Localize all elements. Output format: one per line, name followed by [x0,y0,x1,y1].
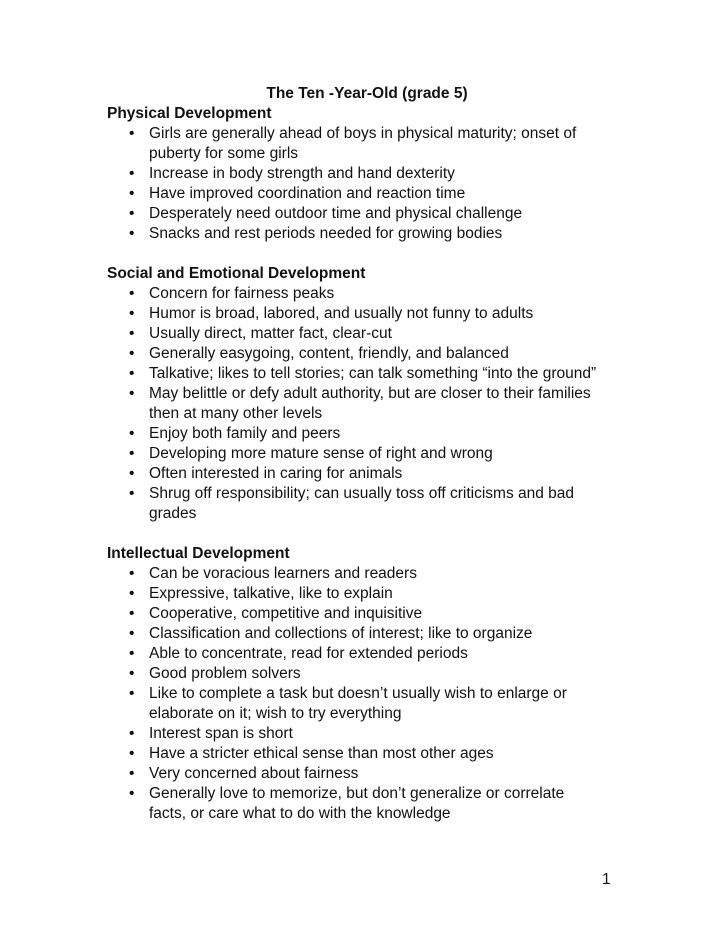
list-item [107,784,597,824]
list-item-text: Expressive, talkative, like to explain [149,585,393,602]
list-item [107,184,597,204]
list-item [107,444,597,464]
bullet-icon: • [129,365,135,382]
list-item [107,484,597,524]
bullet-icon: • [129,125,135,142]
section-heading: Physical Development [107,105,272,122]
bullet-icon: • [129,765,135,782]
list-item-text: Cooperative, competitive and inquisitive [149,605,423,622]
list-item-text: Girls are generally ahead of boys in physical maturity; onset of puberty for some girls [149,125,577,162]
bullet-icon: • [129,785,135,802]
list-item-text: Very concerned about fairness [149,765,359,782]
bullet-icon: • [129,665,135,682]
list-item [107,324,597,344]
list-item [107,164,597,184]
list-item-text: Snacks and rest periods needed for growing bodies [149,225,503,242]
bullet-icon: • [129,585,135,602]
page-number: 1 [602,871,611,888]
list-item [107,204,597,224]
bullet-list [107,564,627,824]
bullet-icon: • [129,445,135,462]
list-item-text: Humor is broad, labored, and usually not funny to adults [149,305,534,322]
bullet-icon: • [129,725,135,742]
bullet-icon: • [129,625,135,642]
bullet-icon: • [129,685,135,702]
bullet-icon: • [129,225,135,242]
section-intellectual-development [107,544,627,824]
list-item-text: Increase in body strength and hand dexterity [149,165,455,182]
section-physical-development [107,104,627,244]
list-item-text: Desperately need outdoor time and physical challenge [149,205,523,222]
list-item [107,724,597,744]
bullet-icon: • [129,325,135,342]
bullet-icon: • [129,385,135,402]
list-item [107,464,597,484]
bullet-icon: • [129,305,135,322]
bullet-icon: • [129,425,135,442]
list-item [107,684,597,724]
list-item [107,584,597,604]
list-item-text: Have improved coordination and reaction time [149,185,466,202]
list-item-text: May belittle or defy adult authority, but are closer to their families then at many other levels [149,385,591,422]
bullet-icon: • [129,745,135,762]
bullet-icon: • [129,465,135,482]
section-social-emotional-development [107,264,627,524]
list-item [107,644,597,664]
bullet-icon: • [129,205,135,222]
bullet-icon: • [129,645,135,662]
bullet-icon: • [129,605,135,622]
list-item-text: Often interested in caring for animals [149,465,403,482]
document-title: The Ten -Year-Old (grade 5) [266,85,468,102]
list-item-text: Enjoy both family and peers [149,425,341,442]
list-item [107,744,597,764]
list-item-text: Generally love to memorize, but don’t generalize or correlate facts, or care what to do with the knowledge [149,785,565,822]
section-heading: Intellectual Development [107,545,290,562]
list-item-text: Shrug off responsibility; can usually toss off criticisms and bad grades [149,485,575,522]
list-item [107,304,597,324]
document-body [107,84,627,824]
list-item [107,364,597,384]
list-item-text: Good problem solvers [149,665,301,682]
bullet-icon: • [129,565,135,582]
bullet-list [107,284,627,524]
list-item-text: Able to concentrate, read for extended periods [149,645,468,662]
bullet-icon: • [129,345,135,362]
list-item-text: Interest span is short [149,725,293,742]
bullet-icon: • [129,165,135,182]
list-item [107,424,597,444]
bullet-icon: • [129,185,135,202]
list-item [107,664,597,684]
list-item [107,344,597,364]
list-item [107,384,597,424]
section-heading: Social and Emotional Development [107,265,366,282]
list-item-text: Talkative; likes to tell stories; can talk something “into the ground” [149,365,597,382]
list-item-text: Can be voracious learners and readers [149,565,417,582]
list-item [107,624,597,644]
list-item [107,604,597,624]
list-item-text: Developing more mature sense of right and wrong [149,445,493,462]
list-item [107,124,597,164]
list-item-text: Generally easygoing, content, friendly, and balanced [149,345,509,362]
list-item-text: Like to complete a task but doesn’t usually wish to enlarge or elaborate on it; wish to try everything [149,685,567,722]
bullet-icon: • [129,285,135,302]
list-item [107,224,597,244]
list-item [107,564,597,584]
list-item-text: Classification and collections of interest; like to organize [149,625,533,642]
bullet-list [107,124,627,244]
list-item [107,764,597,784]
list-item-text: Have a stricter ethical sense than most other ages [149,745,494,762]
list-item-text: Concern for fairness peaks [149,285,335,302]
bullet-icon: • [129,485,135,502]
list-item [107,284,597,304]
list-item-text: Usually direct, matter fact, clear-cut [149,325,392,342]
